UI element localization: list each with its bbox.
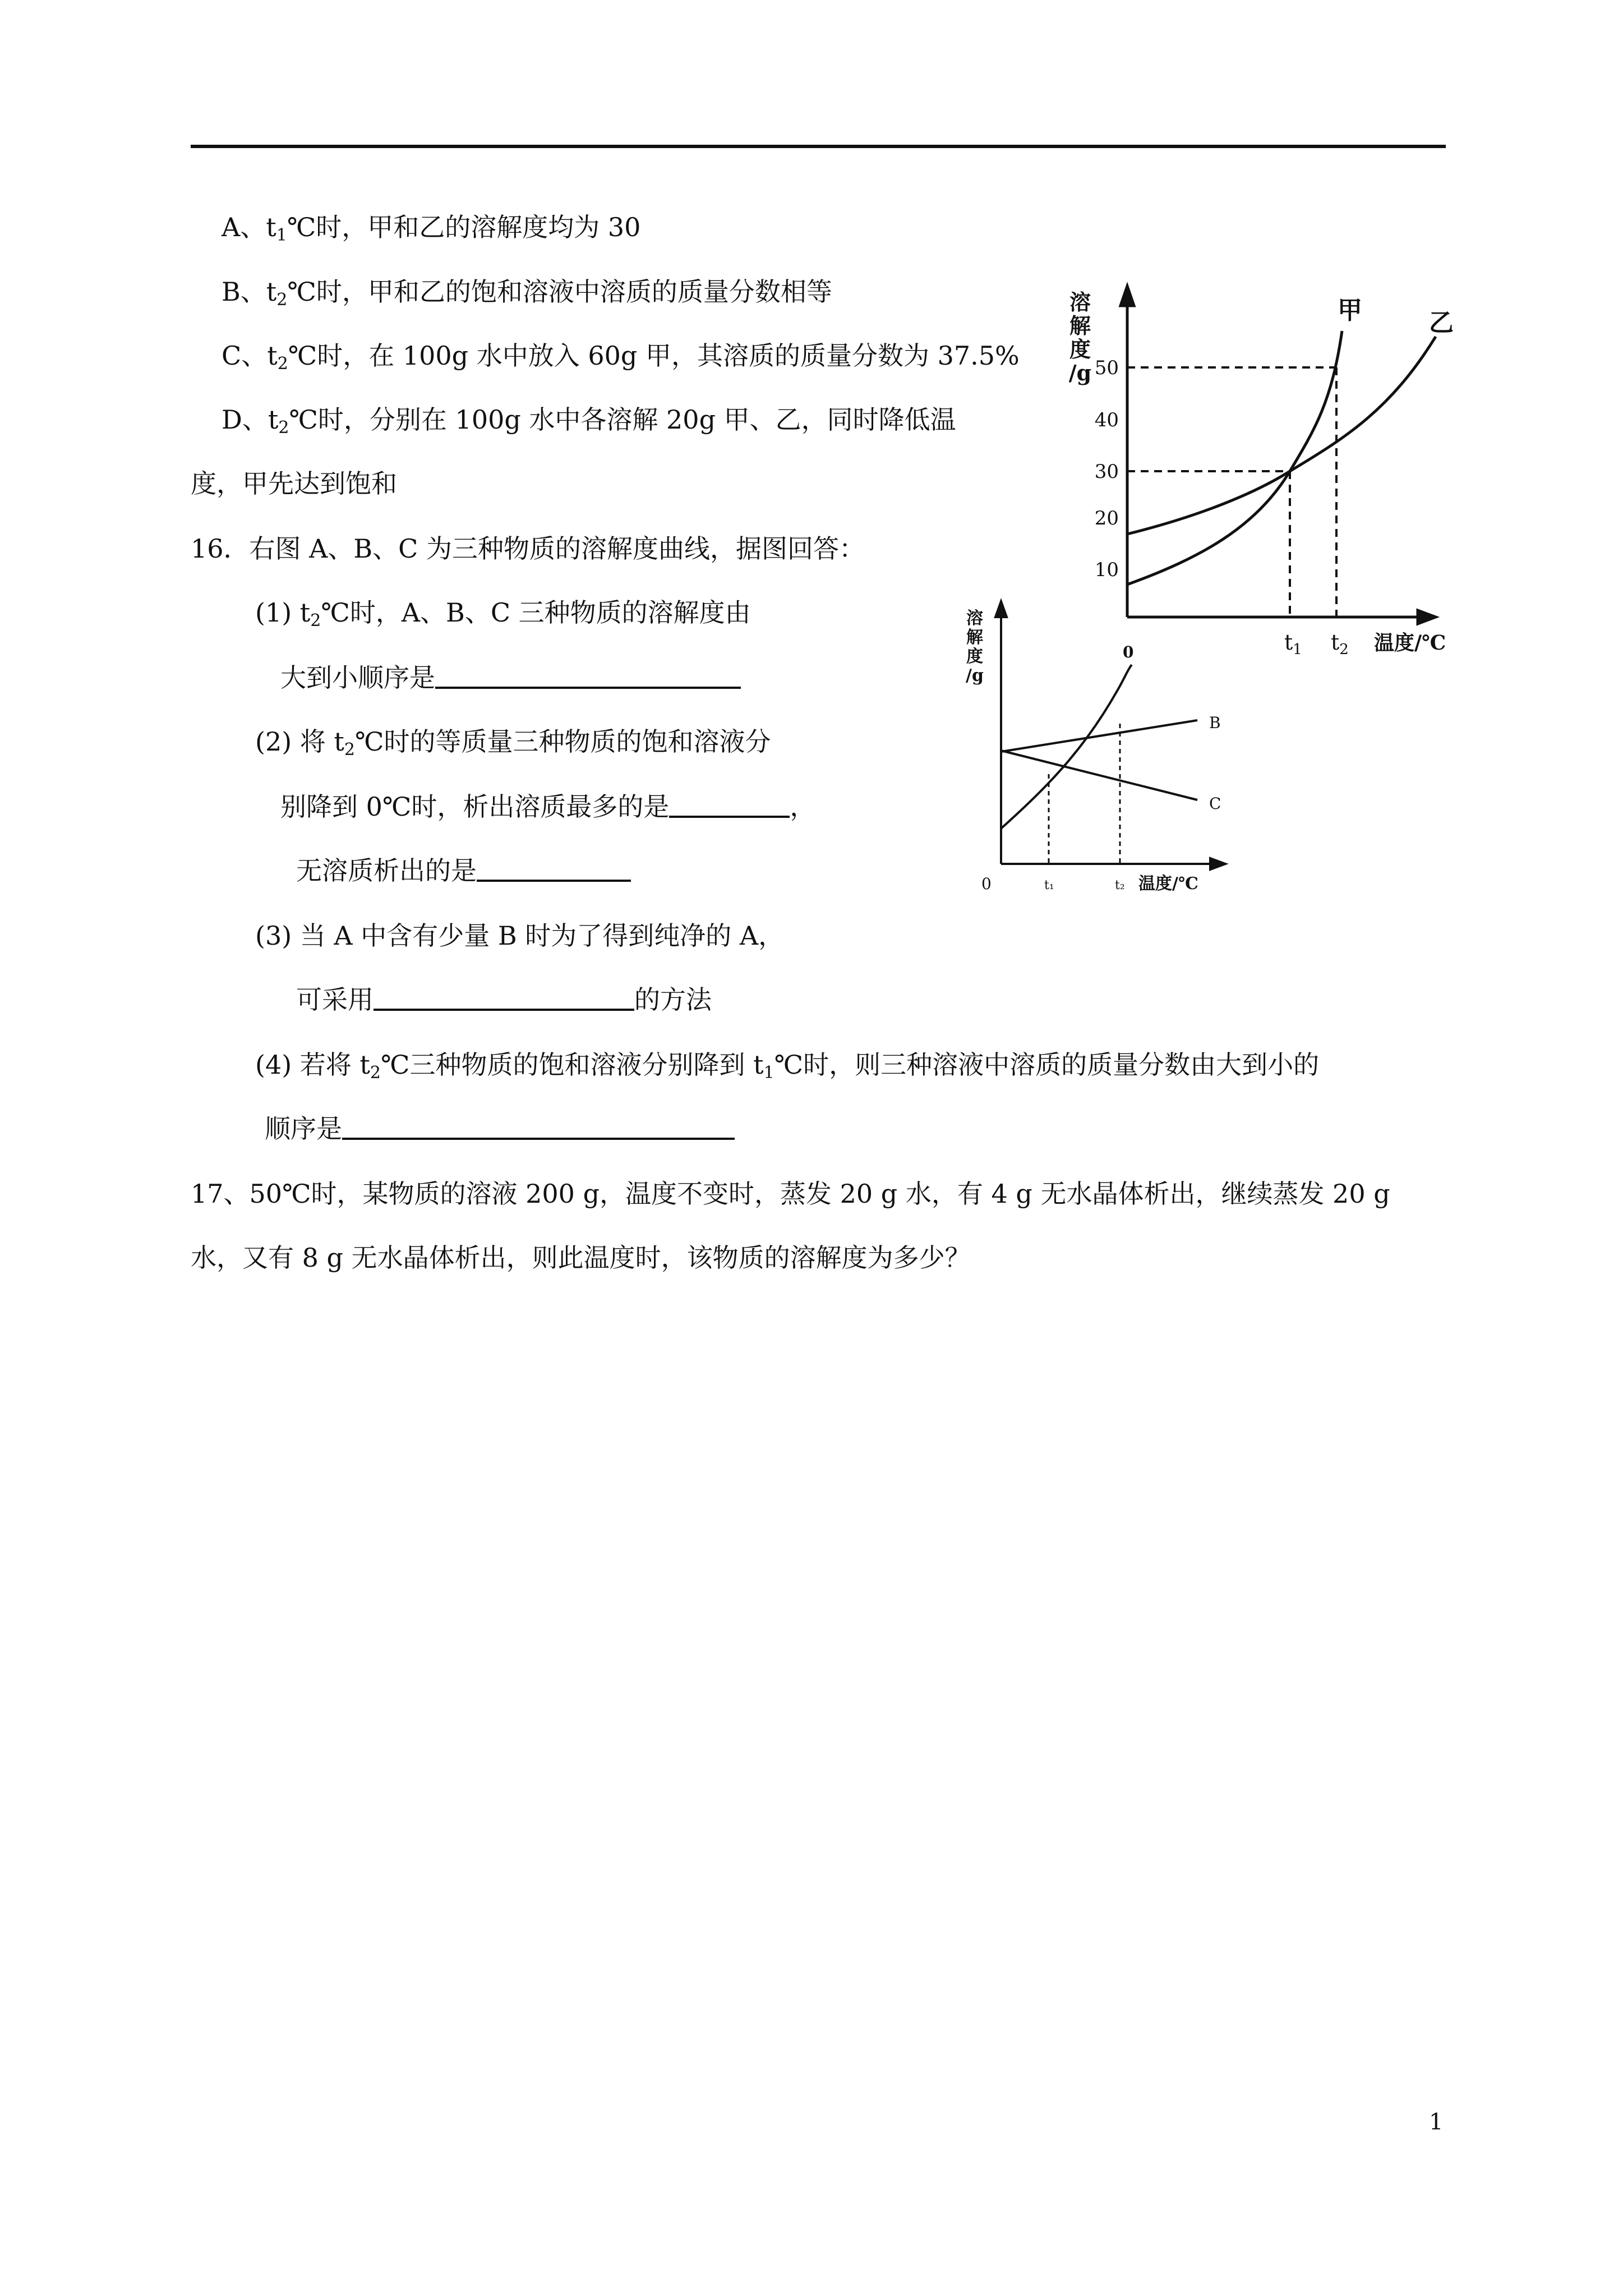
answer-blank[interactable]: [342, 1112, 735, 1140]
origin-label: 0: [981, 875, 992, 893]
q15-option-a: A、$t_1℃$时，甲和乙的溶解度均为 30: [222, 212, 641, 245]
q15-option-d: D、$t_2℃$时，分别在 100g 水中各溶解 20g 甲、乙，同时降低温: [222, 404, 956, 438]
x-label: 温度/℃: [1374, 631, 1446, 655]
x-tick-t1: $t_1$: [1284, 630, 1302, 658]
x-tick-t1: t₁: [1044, 878, 1054, 892]
q16-part3: (3) 当 A 中含有少量 B 时为了得到纯净的 A，: [255, 921, 785, 951]
y-label-2: 解: [1069, 313, 1091, 338]
y-label-1: 溶: [966, 609, 983, 628]
y-label-4: /g: [966, 666, 984, 685]
curve-a: [1001, 665, 1132, 829]
y-label-3: 度: [966, 647, 983, 666]
answer-blank[interactable]: [477, 854, 631, 882]
q15-option-b: B、$t_2℃$时，甲和乙的饱和溶液中溶质的质量分数相等: [222, 277, 832, 310]
solubility-chart-2: [948, 595, 1239, 903]
q16-part2-cont2: 无溶质析出的是: [296, 854, 631, 887]
series-label-a: 0: [1123, 643, 1134, 661]
curve-yi: [1127, 337, 1436, 534]
y-label-1: 溶: [1069, 289, 1091, 315]
series-label-jia: 甲: [1338, 296, 1362, 325]
q17-line2: 水，又有 8 g 无水晶体析出，则此温度时，该物质的溶解度为多少？: [191, 1243, 971, 1273]
y-label-2: 解: [966, 628, 983, 647]
q16-stem: 16．右图 A、B、C 为三种物质的溶解度曲线，据图回答：: [191, 533, 865, 564]
q16-part4: (4) 若将 $t_2℃$三种物质的饱和溶液分别降到 $t_1℃$时，则三种溶液中溶质的质量分数由大到小的: [255, 1050, 1320, 1083]
q16-part2-cont: 别降到 0℃时，析出溶质最多的是 ，: [280, 790, 815, 823]
y-label-4: /g: [1068, 360, 1092, 385]
answer-blank[interactable]: [669, 790, 790, 818]
line-c: [1001, 751, 1197, 800]
series-label-yi: 乙: [1429, 309, 1454, 337]
q16-part4-cont: 顺序是: [265, 1112, 735, 1145]
y-tick-50: 50: [1094, 357, 1119, 379]
q16-part3-cont: 可采用 的方法: [296, 983, 712, 1016]
q15-option-c: C、$t_2℃$时，在 100g 水中放入 60g 甲，其溶质的质量分数为 37.5%: [222, 341, 1020, 374]
q17-line1: 17、50℃时，某物质的溶液 200 g，温度不变时，蒸发 20 g 水，有 4 g 无水晶体析出，继续蒸发 20 g: [191, 1179, 1390, 1209]
y-tick-10: 10: [1094, 559, 1119, 581]
q16-part2: (2) 将 $t_2℃$时的等质量三种物质的饱和溶液分: [255, 726, 771, 760]
page-number: 1: [1429, 2109, 1444, 2135]
y-tick-20: 20: [1094, 507, 1119, 530]
y-label-3: 度: [1069, 337, 1091, 362]
answer-blank[interactable]: [374, 983, 634, 1011]
q16-part1: (1) $t_2℃$时，A、B、C 三种物质的溶解度由: [255, 597, 751, 631]
series-label-b: B: [1209, 714, 1221, 732]
x-axis-arrow: [1418, 610, 1436, 624]
q16-part1-cont: 大到小顺序是: [280, 661, 741, 694]
series-label-c: C: [1209, 794, 1221, 813]
y-axis-arrow: [1121, 286, 1134, 306]
x-label: 温度/℃: [1138, 874, 1198, 894]
header-rule: [191, 145, 1446, 148]
x-axis-arrow: [1210, 858, 1225, 869]
x-tick-t2: $t_2$: [1331, 630, 1349, 658]
line-b: [1001, 720, 1197, 752]
y-tick-30: 30: [1094, 461, 1119, 483]
answer-blank[interactable]: [435, 661, 741, 689]
q15-option-d-cont: 度，甲先达到饱和: [191, 468, 397, 499]
x-tick-t2: t₂: [1115, 878, 1125, 892]
y-tick-40: 40: [1094, 409, 1119, 431]
y-axis-arrow: [995, 601, 1007, 617]
